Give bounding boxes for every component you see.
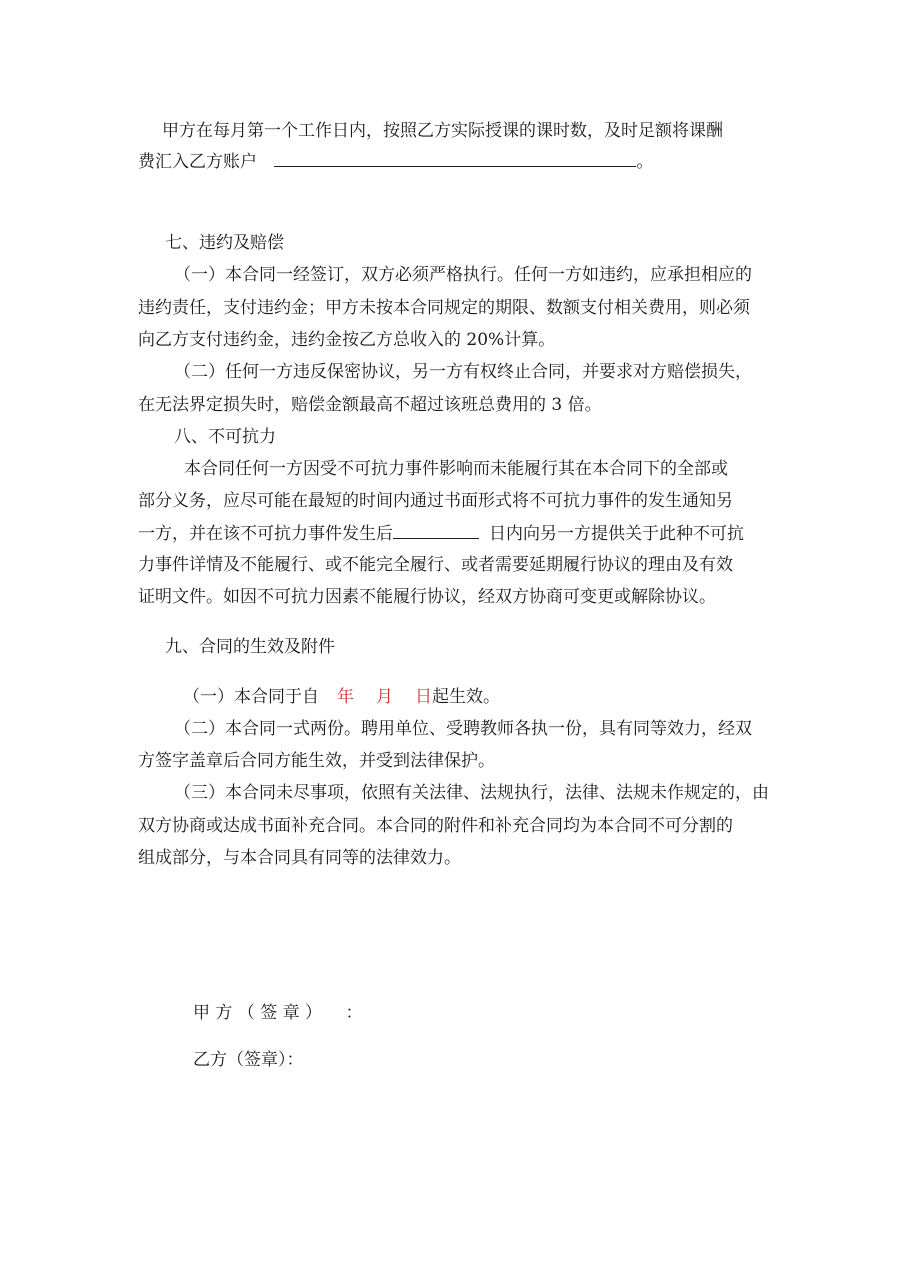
party-b-signature: 乙方（签章）： [193, 1050, 304, 1070]
section-9-p2-line-1: （二）本合同一式两份。聘用单位、受聘教师各执一份，具有同等效力，经双 [174, 719, 752, 739]
effective-date-prefix: （一）本合同于自 [183, 687, 319, 707]
account-blank-field[interactable] [274, 150, 636, 167]
days-blank-field[interactable] [393, 522, 479, 539]
section-9-p2-line-2: 方签字盖章后合同方能生效，并受到法律保护。 [138, 751, 495, 771]
payment-line-2 [138, 150, 653, 173]
section-7-p1-line-2: 违约责任，支付违约金；甲方未按本合同规定的期限、数额支付相关费用，则必须 [138, 298, 750, 318]
section-8-heading: 八、不可抗力 [174, 427, 276, 447]
section-9-p3-line-1: （三）本合同未尽事项，依照有关法律、法规执行，法律、法规未作规定的，由 [174, 783, 769, 803]
section-7-p1-line-3: 向乙方支付违约金，违约金按乙方总收入的 20%计算。 [138, 330, 556, 350]
date-day: 日 [415, 687, 432, 707]
party-a-signature [193, 1002, 363, 1024]
date-year: 年 [337, 687, 354, 707]
date-month: 月 [376, 687, 393, 707]
section-7-p2-line-2: 在无法界定损失时，赔偿金额最高不超过该班总费用的 3 倍。 [138, 395, 602, 415]
payment-account-label: 费汇入乙方账户 [138, 152, 257, 172]
section-8-line-4: 力事件详情及不能履行、或不能完全履行、或者需要延期履行协议的理由及有效 [138, 555, 733, 575]
section-8-line-5: 证明文件。如因不可抗力因素不能履行协议，经双方协商可变更或解除协议。 [138, 587, 716, 607]
section-9-p3-line-3: 组成部分，与本合同具有同等的法律效力。 [138, 848, 461, 868]
effective-date-suffix: 起生效。 [432, 687, 500, 707]
section-8-line-2: 部分义务，应尽可能在最短的时间内通过书面形式将不可抗力事件的发生通知另 [138, 491, 733, 511]
section-8-line-3-end: 日内向另一方提供关于此种不可抗 [489, 524, 744, 544]
payment-line-end: 。 [636, 152, 654, 172]
section-8-line-3 [138, 522, 744, 545]
section-7-heading: 七、违约及赔偿 [165, 233, 284, 253]
section-9-p3-line-2: 双方协商或达成书面补充合同。本合同的附件和补充合同均为本合同不可分割的 [138, 816, 733, 836]
party-a-label: 甲 方 （ 签 章 ） [193, 1003, 314, 1023]
section-8-line-1: 本合同任何一方因受不可抗力事件影响而未能履行其在本合同下的全部或 [184, 459, 728, 479]
section-9-heading: 九、合同的生效及附件 [165, 637, 335, 657]
section-8-line-3-start: 一方，并在该不可抗力事件发生后 [138, 524, 393, 544]
party-a-colon: ： [345, 1003, 363, 1023]
section-9-p1 [183, 686, 500, 708]
payment-line-1: 甲方在每月第一个工作日内，按照乙方实际授课的课时数，及时足额将课酬 [162, 121, 723, 141]
section-7-p2-line-1: （二）任何一方违反保密协议，另一方有权终止合同，并要求对方赔偿损失， [174, 362, 752, 382]
section-7-p1-line-1: （一）本合同一经签订，双方必须严格执行。任何一方如违约，应承担相应的 [174, 265, 752, 285]
